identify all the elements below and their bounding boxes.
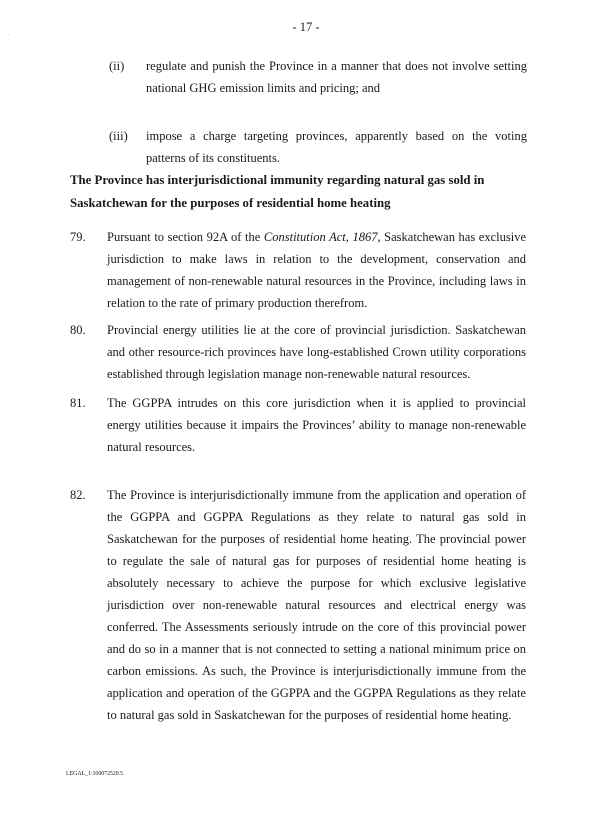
statute-citation: Constitution Act, 1867 [263, 230, 378, 244]
paragraph-number: 79. [70, 230, 86, 244]
subitem-label: (iii) [109, 129, 128, 143]
paragraph-text-part: , Saskatchewan has exclusive jurisdiction to make laws in relation to the development, conservation and management of non-renewable natural resources in the Province, including laws in relation to the rate of primary production therefrom. [107, 230, 526, 310]
paragraph-text: Provincial energy utilities lie at the core of provincial jurisdiction. Saskatchewan and other resource-rich provinces have long-established Crown utility corporations established through legislation manage non-renewable natural resources. [107, 323, 526, 381]
paragraph-number: 82. [70, 488, 86, 502]
paragraph-80 [70, 319, 526, 385]
page-number: - 17 - [292, 20, 320, 34]
paragraph-81 [70, 392, 526, 458]
paragraph-text: The GGPPA intrudes on this core jurisdiction when it is applied to provincial energy utilities because it impairs the Provinces’ ability to manage non-renewable natural resources. [107, 396, 526, 454]
paragraph-number: 80. [70, 323, 86, 337]
subitem-iii [109, 125, 527, 169]
subitem-ii [109, 55, 527, 99]
document-id-footer: LEGAL_1:100072529.5 [66, 771, 123, 777]
subitem-text: impose a charge targeting provinces, apparently based on the voting patterns of its constituents. [146, 129, 527, 165]
paragraph-text [107, 226, 526, 314]
subitem-label: (ii) [109, 59, 125, 73]
paragraph-79 [70, 226, 526, 314]
subitem-text: regulate and punish the Province in a manner that does not involve setting national GHG emission limits and pricing; and [146, 59, 527, 95]
paragraph-82 [70, 484, 526, 726]
paragraph-text-part: Pursuant to section 92A of the [107, 230, 264, 244]
paragraph-text: The Province is interjurisdictionally immune from the application and operation of the GGPPA and GGPPA Regulations as they relate to natural gas sold in Saskatchewan for the purposes of residential home heating. The provincial power to regulate the sale of natural gas for purposes of residential home heating is absolutely necessary to achieve the purpose for which exclusive legislative jurisdiction over non-renewable natural resources and electrical energy was conferred. The Assessments seriously intrude on the core of this provincial power and do so in a manner that is not connected to setting a national minimum price on carbon emissions. As such, the Province is interjurisdictionally immune from the application and operation of the GGPPA and the GGPPA Regulations as they relate to natural gas sold in Saskatchewan for the purposes of residential home heating. [107, 488, 526, 722]
section-heading: The Province has interjurisdictional immunity regarding natural gas sold in Saskatchewan for the purposes of residential home heating [70, 173, 485, 210]
paragraph-number: 81. [70, 396, 86, 410]
